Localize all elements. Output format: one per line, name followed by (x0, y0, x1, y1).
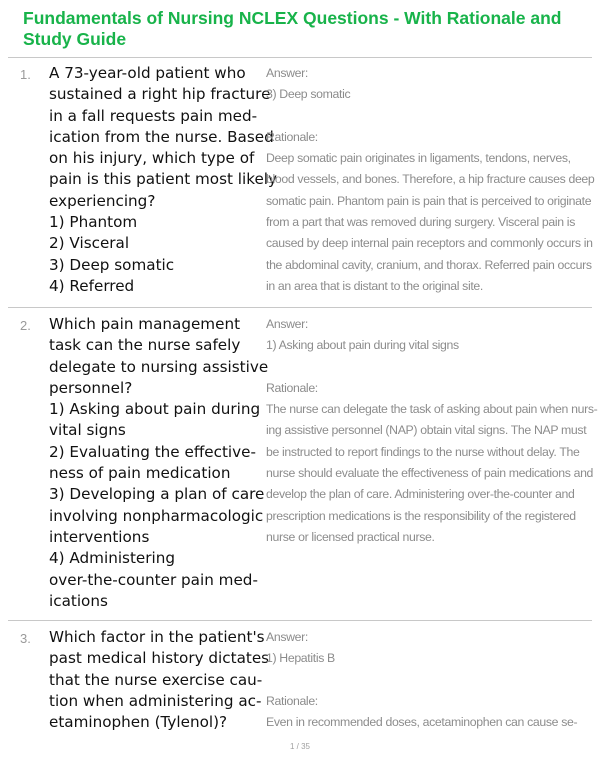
question-line: on his injury, which type of (49, 149, 255, 168)
question-line: task can the nurse safely (49, 336, 241, 355)
question-line: personnel? (49, 378, 133, 397)
answer-column (266, 63, 596, 297)
question-line: 2) Visceral (49, 234, 130, 253)
rationale-label: Rationale: (266, 693, 318, 708)
question-line: Which factor in the patient's (49, 628, 265, 646)
question-line: tion when administering ac- (49, 691, 262, 710)
answer-value: 1) Asking about pain during vital signs (266, 338, 459, 353)
question-number: 1. (20, 67, 31, 82)
page-number: 1 / 35 (289, 742, 310, 751)
answer-label: Answer: (266, 317, 308, 331)
rationale-line: from a part that was removed during surgery. Visceral pain is (266, 215, 575, 230)
question-line: experiencing? (49, 191, 156, 210)
answer-value: 1) Hepatitis B (266, 651, 335, 666)
rationale-line: ing assistive personnel (NAP) obtain vital signs. The NAP must (266, 423, 587, 438)
question-line: ication from the nurse. Based (49, 127, 274, 146)
question-line: 3) Deep somatic (49, 255, 175, 274)
question-line: in a fall requests pain med- (49, 106, 258, 125)
rationale-text (266, 148, 596, 297)
rationale-line: nurse or licensed practical nurse. (266, 529, 435, 544)
rationale-text (266, 399, 596, 548)
question-line: that the nurse exercise cau- (49, 670, 263, 689)
answer-label: Answer: (266, 630, 308, 644)
question-line: delegate to nursing assistive (49, 357, 269, 376)
question-line: past medical history dictates (49, 649, 270, 668)
question-line: ness of pain medication (49, 464, 231, 483)
question-number: 3. (20, 631, 31, 646)
question-line: 2) Evaluating the effective- (49, 442, 256, 461)
title-line-2: Study Guide (23, 29, 127, 49)
question-text (49, 63, 278, 297)
question-line: sustained a right hip fracture (49, 85, 271, 104)
question-line: Which pain management (49, 315, 241, 333)
rationale-line: the abdominal cavity, cranium, and thorax. Referred pain occurs (266, 257, 592, 272)
rationale-line: Even in recommended doses, acetaminophen can cause se- (266, 715, 578, 730)
rationale-label: Rationale: (266, 129, 318, 144)
rationale-line: develop the plan of care. Administering over-the-counter and (266, 487, 575, 502)
rationale-line: in an area that is distant to the original site. (266, 278, 483, 293)
question-text (49, 627, 270, 733)
question-line: 3) Developing a plan of care (49, 485, 265, 504)
rationale-line: blood vessels, and bones. Therefore, a hip fracture causes deep (266, 172, 595, 187)
rationale-line: nurse should evaluate the effectiveness of pain medications and (266, 466, 594, 481)
divider (8, 307, 592, 308)
question-line: over-the-counter pain med- (49, 570, 258, 589)
rationale-line: The nurse can delegate the task of asking about pain when nurs- (266, 402, 598, 417)
divider (8, 620, 592, 621)
rationale-line: prescription medications is the responsibility of the registered (266, 508, 576, 523)
question-line: involving nonpharmacologic (49, 506, 264, 525)
question-line: etaminophen (Tylenol)? (49, 713, 228, 732)
question-line: interventions (49, 527, 150, 546)
answer-column (266, 314, 596, 548)
question-line: ications (49, 591, 108, 610)
rationale-line: be instructed to report findings to the nurse without delay. The (266, 444, 580, 459)
question-line: pain is this patient most likely (49, 170, 278, 189)
rationale-line: Deep somatic pain originates in ligaments, tendons, nerves, (266, 151, 571, 166)
answer-column (266, 627, 596, 733)
question-line: 1) Asking about pain during (49, 400, 261, 419)
rationale-label: Rationale: (266, 380, 318, 395)
answer-value: 3) Deep somatic (266, 87, 351, 102)
divider (8, 57, 592, 58)
question-number: 2. (20, 318, 31, 333)
question-line: 1) Phantom (49, 213, 138, 232)
question-line: A 73-year-old patient who (49, 64, 246, 82)
question-text (49, 314, 269, 612)
document-title (23, 8, 593, 50)
answer-label: Answer: (266, 66, 308, 80)
question-line: 4) Administering (49, 549, 175, 568)
rationale-text (266, 712, 596, 733)
question-line: 4) Referred (49, 276, 135, 295)
title-line-1: Fundamentals of Nursing NCLEX Questions - With Rationale and (23, 8, 562, 28)
rationale-line: caused by deep internal pain receptors and commonly occurs in (266, 236, 593, 251)
question-line: vital signs (49, 421, 126, 440)
rationale-line: somatic pain. Phantom pain is pain that is perceived to originate (266, 193, 592, 208)
